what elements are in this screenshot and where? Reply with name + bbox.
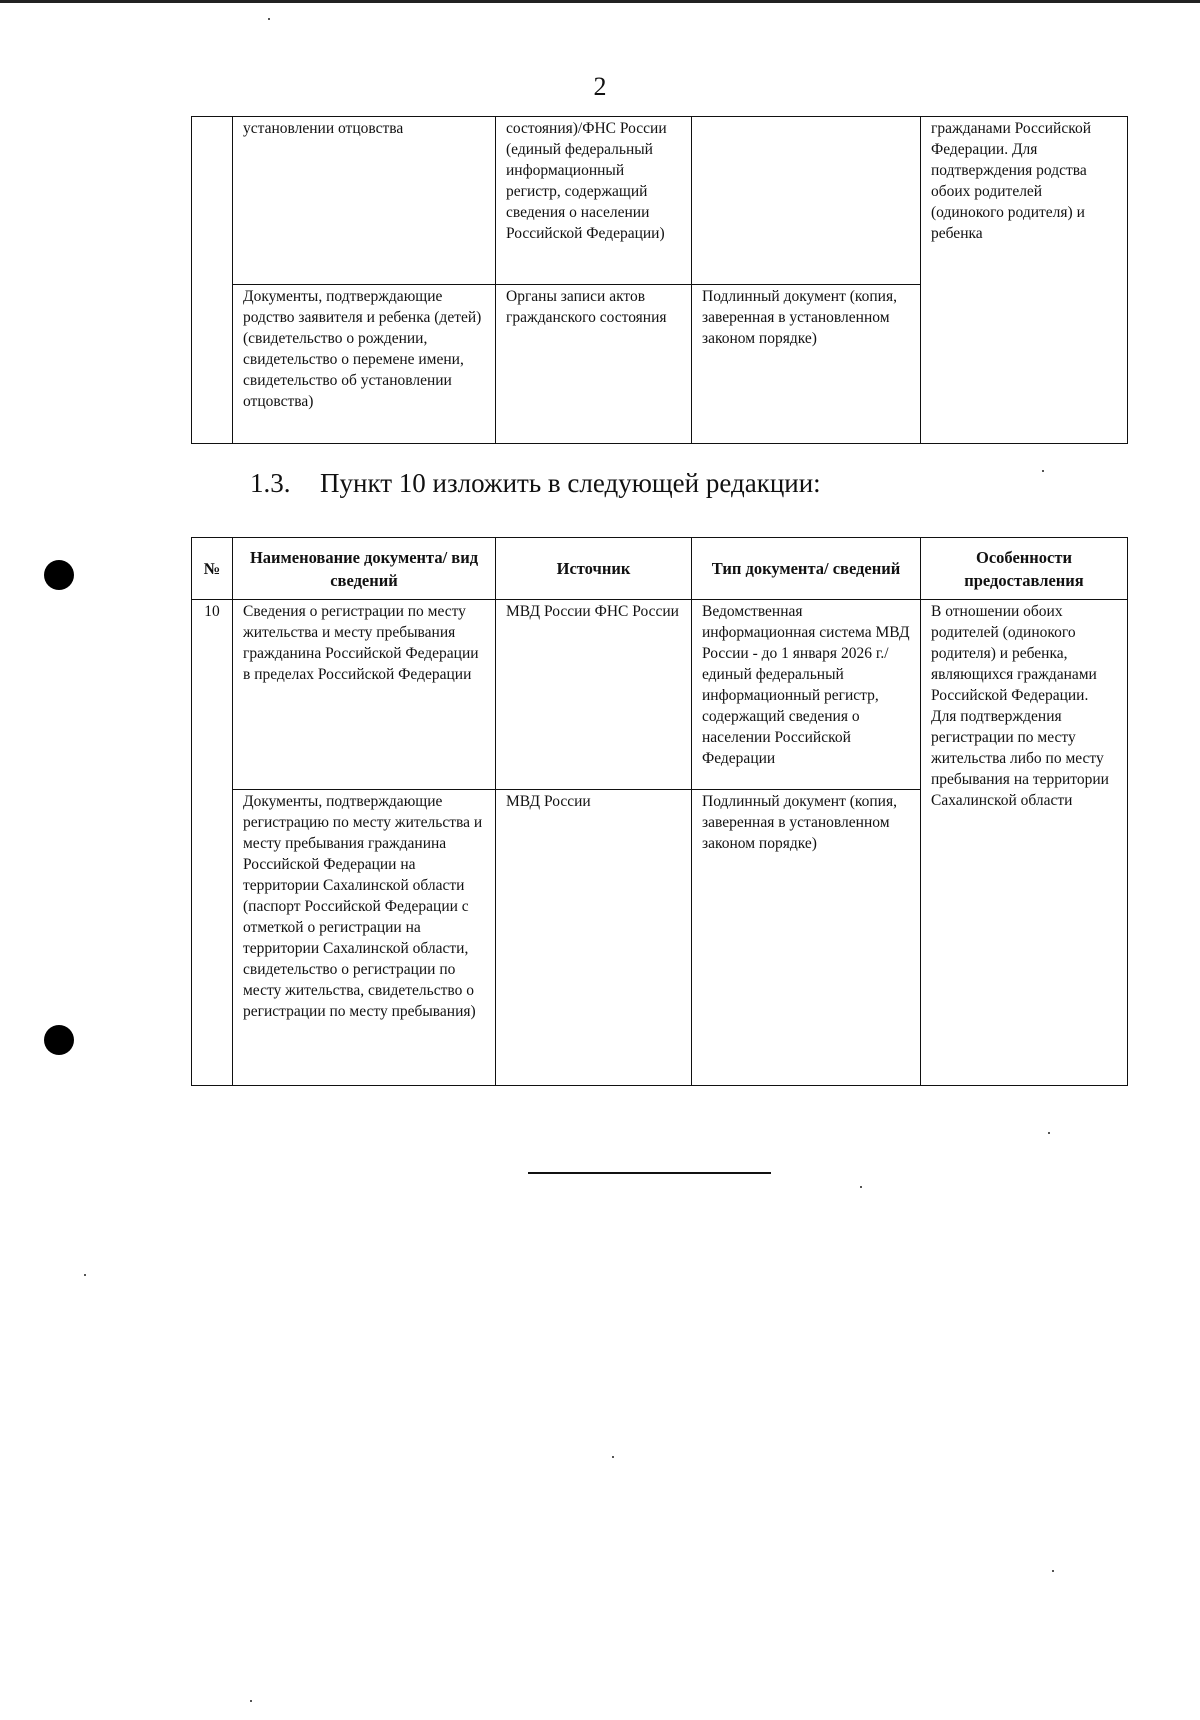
table-row (192, 600, 1128, 790)
scan-speck (250, 1700, 252, 1702)
scan-speck (1052, 1570, 1054, 1572)
document-name-cell: Сведения о регистрации по месту жительства и месту пребывания гражданина Российской Федерации в пределах Российской Федерации (233, 600, 496, 790)
document-type-cell (692, 117, 921, 285)
header-source: Источник (496, 538, 692, 600)
table-row (192, 117, 1128, 285)
section-heading (250, 468, 821, 499)
header-document-name: Наименование документа/ вид сведений (233, 538, 496, 600)
section-title: Пункт 10 изложить в следующей редакции: (320, 468, 821, 498)
document-name-cell: Документы, подтверждающие регистрацию по месту жительства и месту пребывания гражданина Российской Федерации на территории Сахалинской области (паспорт Российской Федерации с отметкой о регистрации на территории Сахалинской области, свидетельство о регистрации по месту жительства, свидетельство о регистрации по месту пребывания) (233, 790, 496, 1086)
document-name-cell: Документы, подтверждающие родство заявителя и ребенка (детей) (свидетельство о рождении, свидетельство о перемене имени, свидетельство об установлении отцовства) (233, 285, 496, 444)
features-cell: В отношении обоих родителей (одинокого родителя) и ребенка, являющихся гражданами Российской Федерации. Для подтверждения регистрации по месту жительства либо по месту пребывания на территории Сахалинской области (921, 600, 1128, 1086)
header-features: Особенности предоставления (921, 538, 1128, 600)
page-number: 2 (593, 72, 607, 101)
document-type-cell: Подлинный документ (копия, заверенная в установленном законом порядке) (692, 285, 921, 444)
scan-speck (1042, 470, 1044, 472)
features-cell: гражданами Российской Федерации. Для подтверждения родства обоих родителей (одинокого родителя) и ребенка (921, 117, 1128, 444)
section-number: 1.3. (250, 468, 291, 498)
header-number: № (192, 538, 233, 600)
source-cell: Органы записи актов гражданского состояния (496, 285, 692, 444)
source-cell: МВД России (496, 790, 692, 1086)
document-type-cell: Ведомственная информационная система МВД России - до 1 января 2026 г./единый федеральный информационный регистр, содержащий сведения о населении Российской Федерации (692, 600, 921, 790)
binder-hole-bottom (44, 1025, 74, 1055)
scan-top-edge (0, 0, 1200, 3)
source-cell: состояния)/ФНС России (единый федеральный информационный регистр, содержащий сведения о населении Российской Федерации) (496, 117, 692, 285)
item-10-table (191, 537, 1128, 1086)
table-header-row (192, 538, 1128, 600)
source-cell: МВД России ФНС России (496, 600, 692, 790)
document-name-cell: установлении отцовства (233, 117, 496, 285)
number-cell (192, 117, 233, 444)
scan-speck (1048, 1132, 1050, 1134)
end-of-document-rule (528, 1172, 771, 1174)
continued-documents-table (191, 116, 1128, 444)
scan-speck (860, 1186, 862, 1188)
scan-speck (268, 18, 270, 20)
scan-speck (84, 1274, 86, 1276)
binder-hole-top (44, 560, 74, 590)
item-number-cell: 10 (192, 600, 233, 1086)
header-document-type: Тип документа/ сведений (692, 538, 921, 600)
document-type-cell: Подлинный документ (копия, заверенная в установленном законом порядке) (692, 790, 921, 1086)
scan-speck (612, 1456, 614, 1458)
